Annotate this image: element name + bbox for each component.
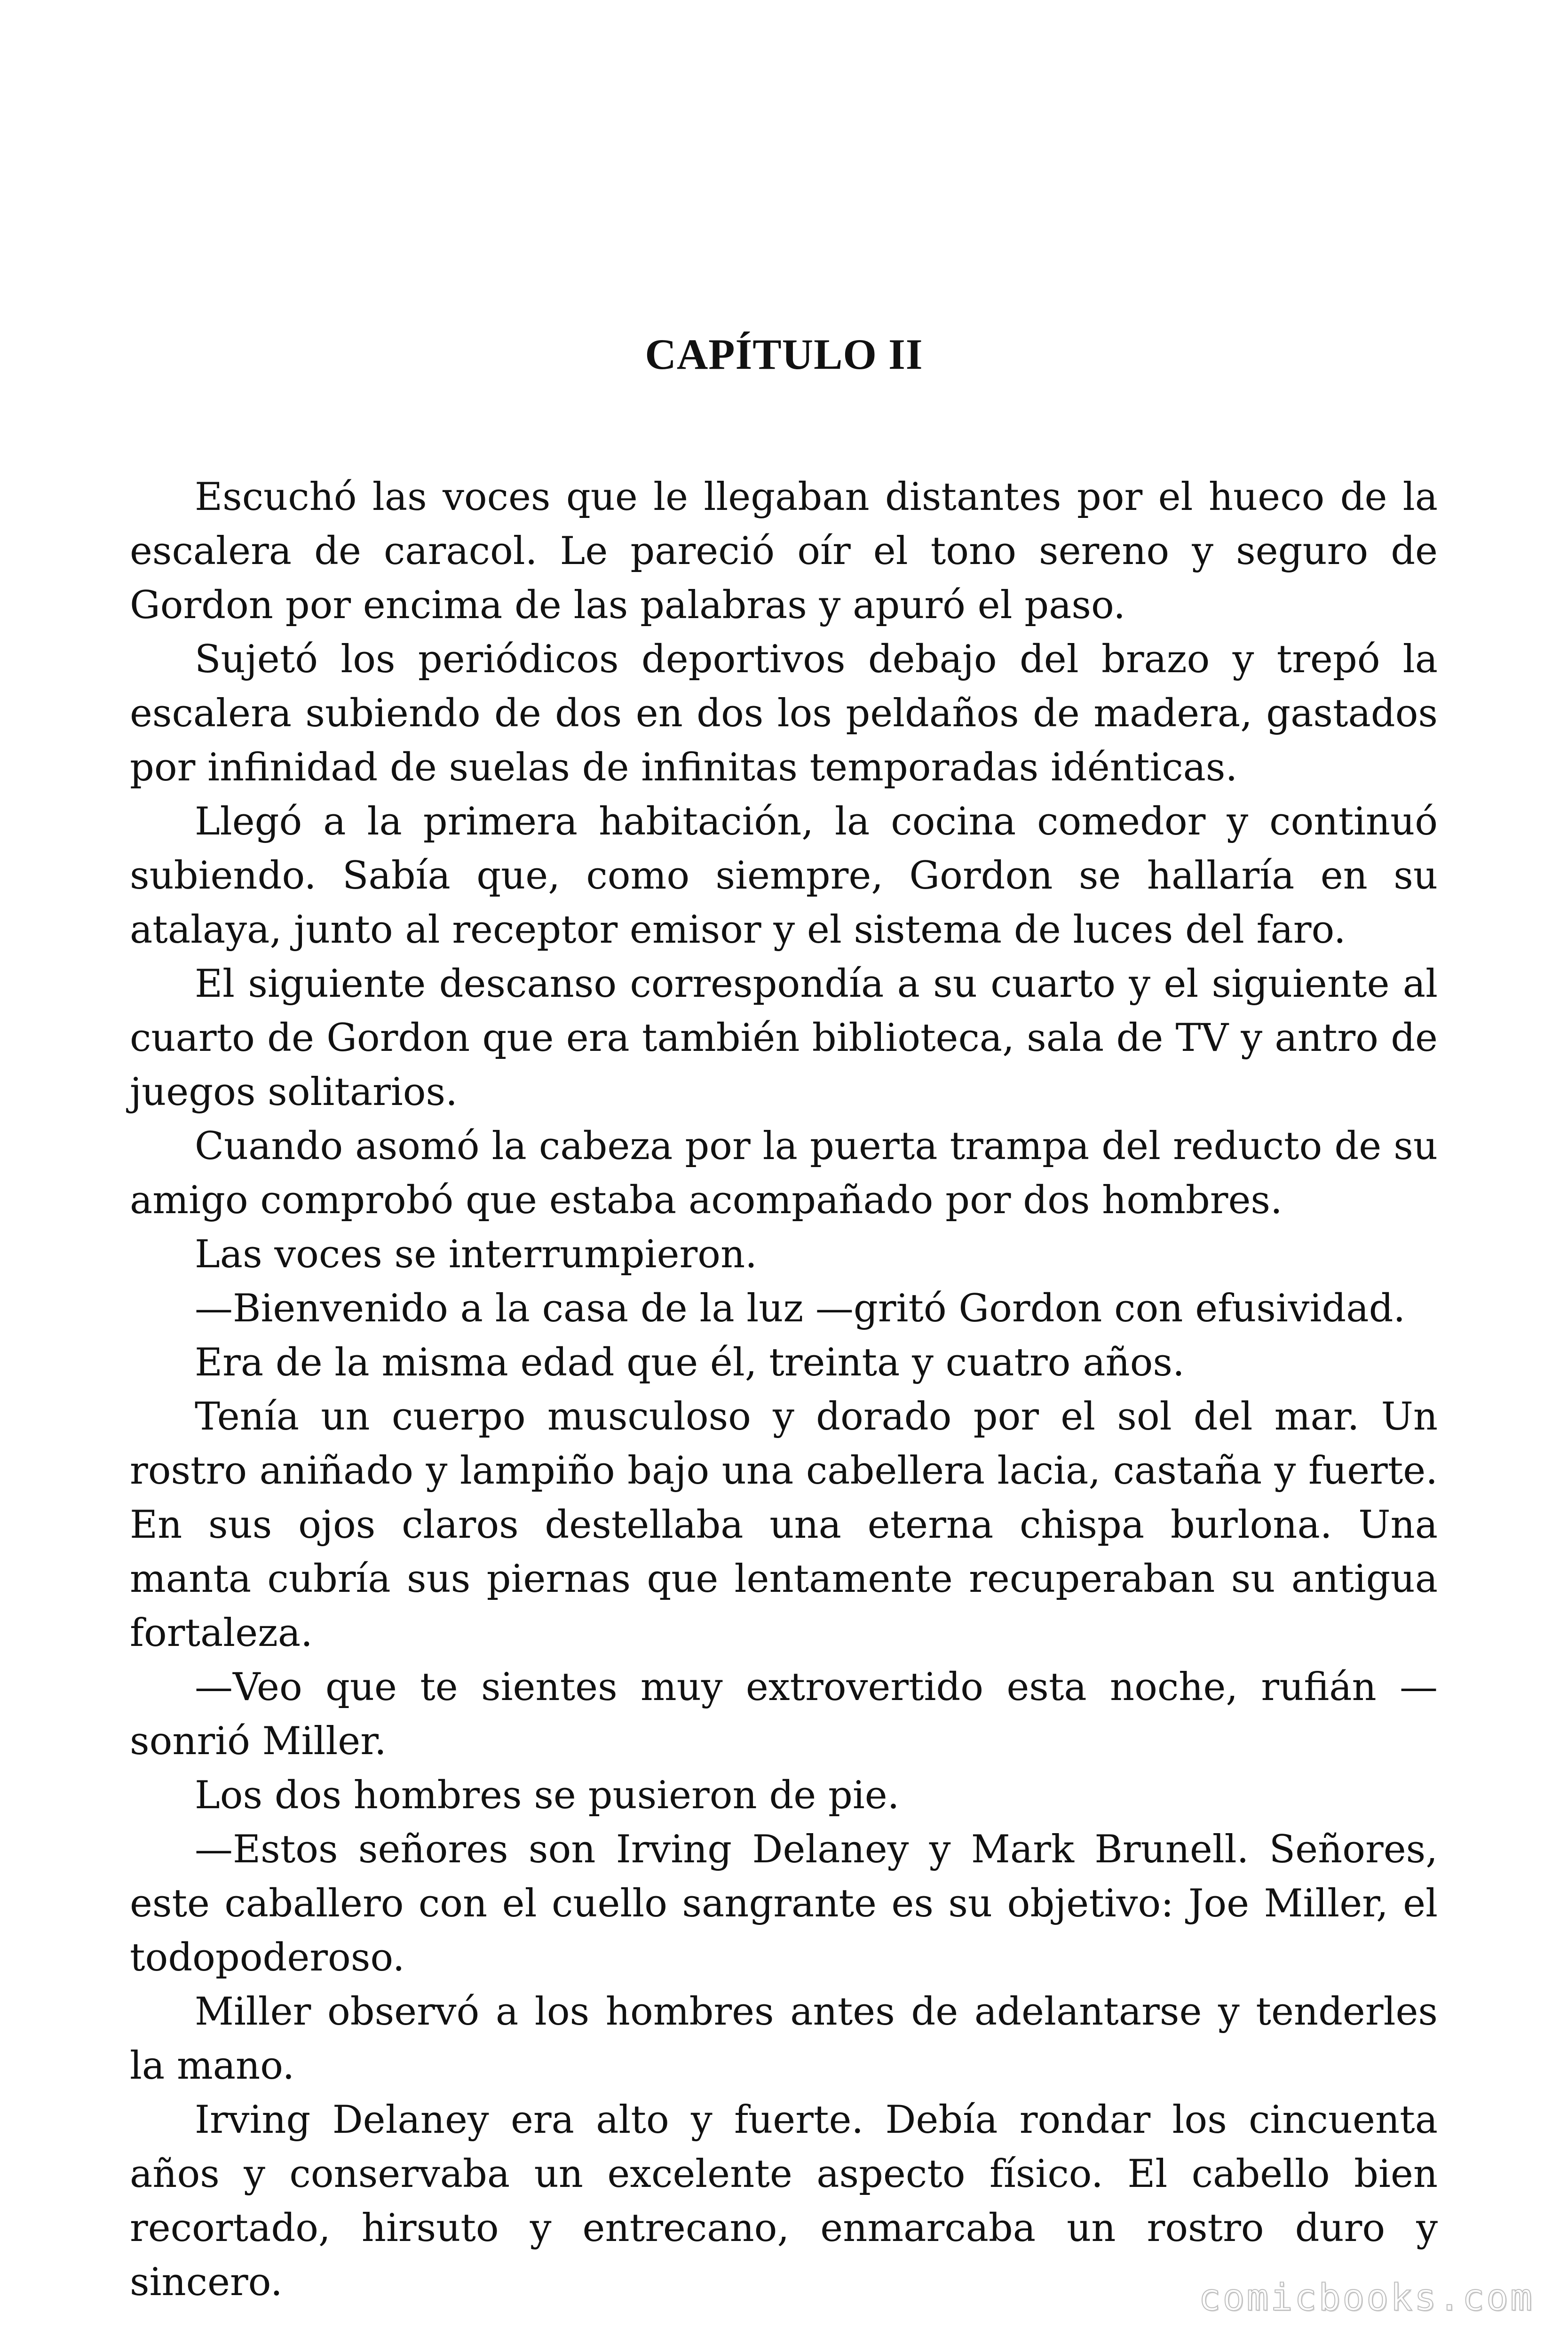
paragraph: Tenía un cuerpo musculoso y dorado por el sol del mar. Un rostro aniñado y lampiño bajo una cabellera lacia, castaña y fuerte. En sus ojos claros destellaba una eterna chispa burlona. Una manta cubría sus piernas que lentamente recuperaban su antigua fortaleza. bbox=[130, 1395, 1438, 1655]
chapter-title: CAPÍTULO II bbox=[645, 330, 923, 378]
paragraph: Cuando asomó la cabeza por la puerta trampa del reducto de su amigo comprobó que estaba acompañado por dos hombres. bbox=[130, 1124, 1438, 1223]
paragraph: Las voces se interrumpieron. bbox=[195, 1232, 757, 1277]
chapter-body bbox=[130, 470, 1438, 2310]
paragraph: —Veo que te sientes muy extrovertido esta noche, rufián —sonrió Miller. bbox=[130, 1665, 1438, 1764]
paragraph: —Bienvenido a la casa de la luz —gritó Gordon con efusividad. bbox=[195, 1287, 1406, 1331]
paragraph: Irving Delaney era alto y fuerte. Debía rondar los cincuenta años y conservaba un excelente aspecto físico. El cabello bien recortado, hirsuto y entrecano, enmarcaba un rostro duro y sincero. bbox=[130, 2098, 1438, 2304]
paragraph: Miller observó a los hombres antes de adelantarse y tenderles la mano. bbox=[130, 1990, 1438, 2088]
paragraph: —Estos señores son Irving Delaney y Mark Brunell. Señores, este caballero con el cuello sangrante es su objetivo: Joe Miller, el todopoderoso. bbox=[130, 1828, 1438, 1980]
paragraph: El siguiente descanso correspondía a su cuarto y el siguiente al cuarto de Gordon que era también biblioteca, sala de TV y antro de juegos solitarios. bbox=[130, 962, 1438, 1114]
watermark: comicbooks.com bbox=[1198, 2277, 1534, 2319]
paragraph: Escuchó las voces que le llegaban distantes por el hueco de la escalera de caracol. Le pareció oír el tono sereno y seguro de Gordon por encima de las palabras y apuró el paso. bbox=[130, 475, 1438, 628]
paragraph: Sujetó los periódicos deportivos debajo del brazo y trepó la escalera subiendo de dos en dos los peldaños de madera, gastados por infinidad de suelas de infinitas temporadas idénticas. bbox=[130, 637, 1438, 790]
paragraph: Los dos hombres se pusieron de pie. bbox=[195, 1773, 900, 1818]
paragraph: Llegó a la primera habitación, la cocina comedor y continuó subiendo. Sabía que, como siempre, Gordon se hallaría en su atalaya, junto al receptor emisor y el sistema de luces del faro. bbox=[130, 800, 1438, 952]
paragraph: Era de la misma edad que él, treinta y cuatro años. bbox=[195, 1341, 1185, 1385]
